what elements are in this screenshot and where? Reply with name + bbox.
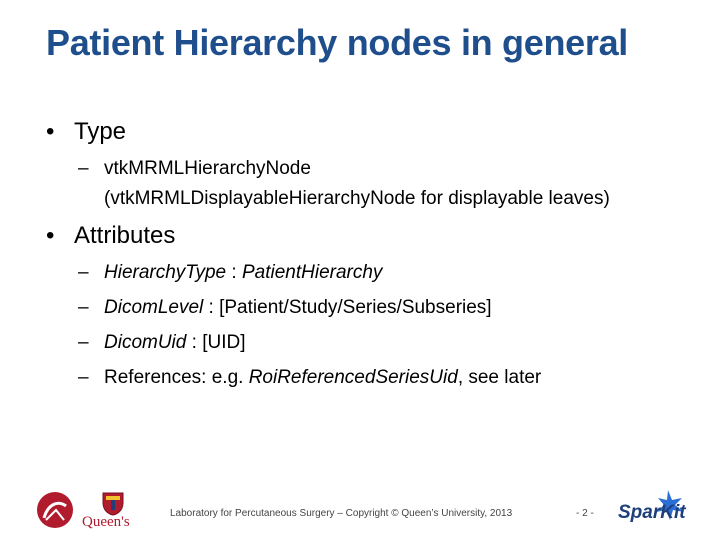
attr-sep: :	[186, 332, 203, 353]
sub-item-references	[78, 367, 541, 389]
queens-crest-icon	[100, 490, 126, 516]
bullet-label: Type	[74, 118, 127, 145]
dash: –	[78, 367, 89, 388]
sparkit-logo-text: SparKit	[618, 502, 686, 523]
queens-logo-text: Queen's	[82, 514, 130, 530]
dash: –	[78, 158, 89, 179]
attr-value: PatientHierarchy	[241, 262, 383, 283]
dash: –	[78, 262, 89, 283]
attr-key: DicomLevel	[104, 297, 204, 318]
bullet-dot: •	[46, 118, 55, 145]
dash: –	[78, 332, 89, 353]
sub-item-dicom-level	[78, 297, 492, 319]
sub-item-hierarchy-type	[78, 262, 382, 284]
attr-sep: :	[226, 262, 242, 283]
bullet-label: Attributes	[74, 222, 176, 249]
attr-suffix: , see later	[457, 367, 542, 388]
sub-item-node-class-note	[104, 188, 610, 210]
footer-copyright: Laboratory for Percutaneous Surgery – Copyright © Queen’s University, 2013	[170, 508, 513, 519]
attr-key: RoiReferencedSeriesUid	[248, 367, 458, 388]
sub-item-dicom-uid	[78, 332, 245, 354]
attr-key: HierarchyType	[104, 262, 227, 283]
attr-value: [UID]	[202, 332, 246, 353]
sub-line1: vtkMRMLHierarchyNode	[104, 158, 311, 179]
bullet-attributes	[46, 222, 175, 250]
attr-sep: :	[203, 297, 220, 318]
sub-line2: (vtkMRMLDisplayableHierarchyNode for displayable leaves)	[104, 188, 610, 209]
attr-prefix: References: e.g.	[104, 367, 249, 388]
attr-value: [Patient/Study/Series/Subseries]	[219, 297, 492, 318]
bullet-dot: •	[46, 222, 55, 249]
sub-item-node-class	[78, 158, 311, 180]
perk-lab-logo-icon	[36, 490, 74, 530]
slide-title: Patient Hierarchy nodes in general	[46, 22, 628, 63]
dash: –	[78, 297, 89, 318]
attr-key: DicomUid	[104, 332, 187, 353]
bullet-type	[46, 118, 126, 146]
page-number: - 2 -	[576, 508, 594, 519]
